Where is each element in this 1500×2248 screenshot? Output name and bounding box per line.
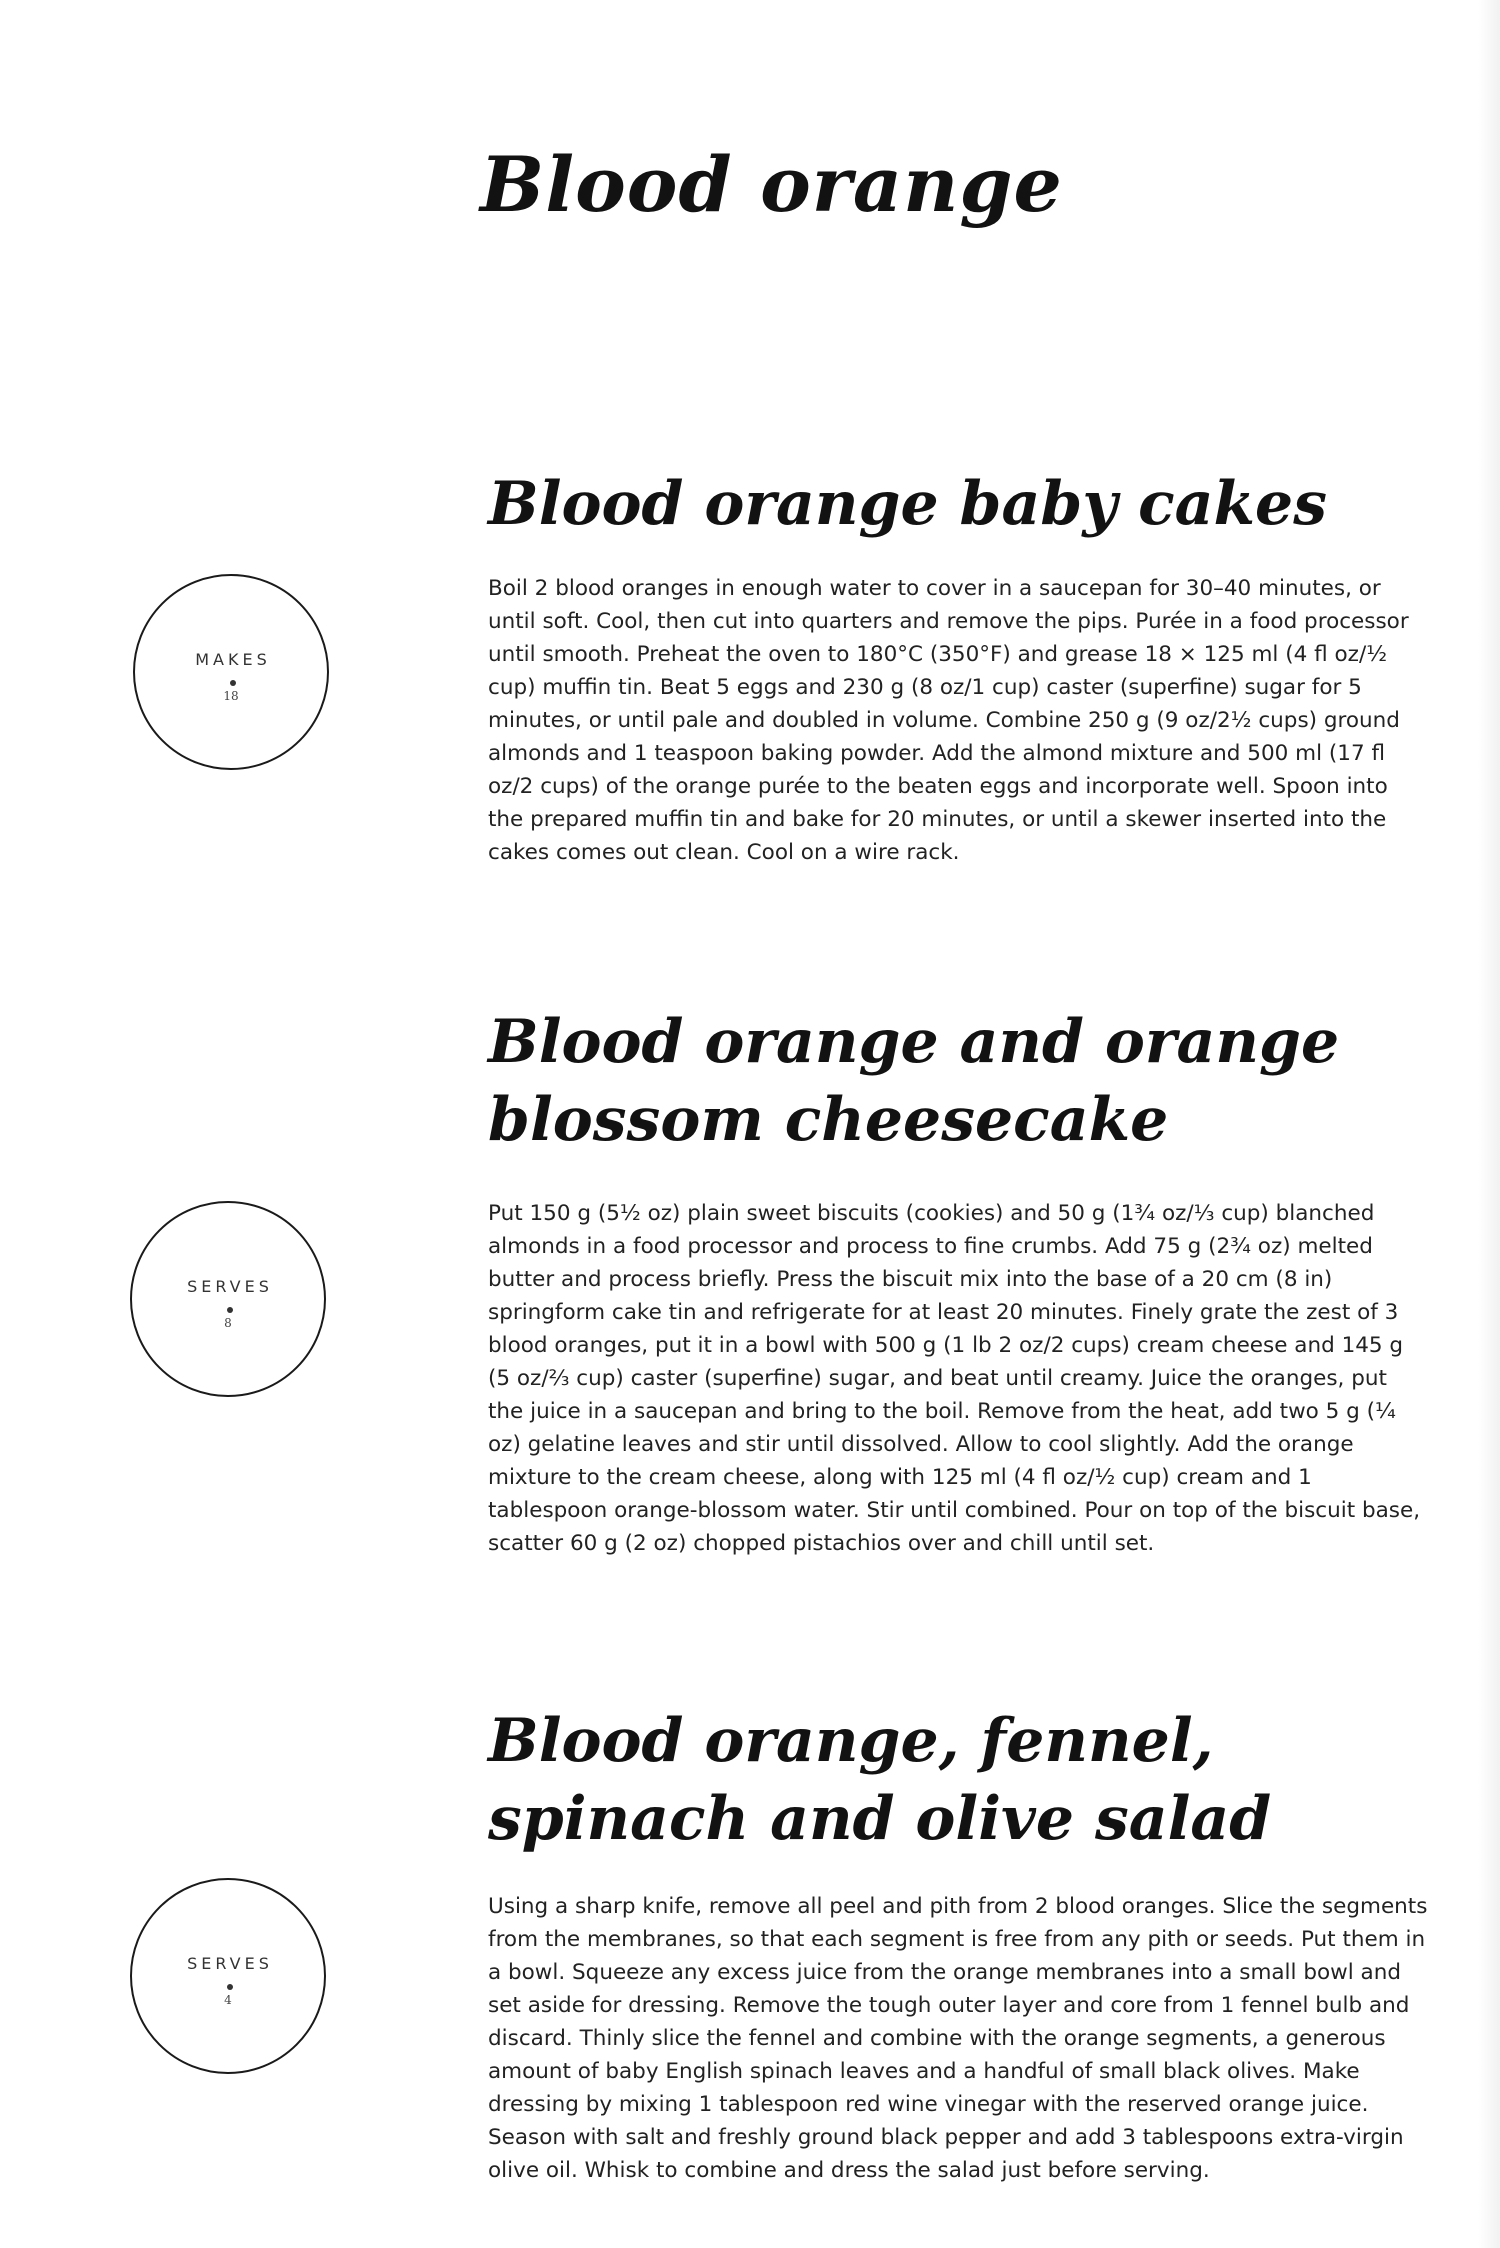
recipe-title-line: Blood orange, fennel, (488, 1706, 1214, 1776)
recipe-title-line: Blood orange and orange (488, 1007, 1340, 1077)
yield-dot (227, 1984, 233, 1990)
recipe-title (488, 1003, 1339, 1159)
yield-dot (227, 1307, 233, 1313)
recipe-method: Using a sharp knife, remove all peel and pith from 2 blood oranges. Slice the segments from the membranes, so that each segment is free from any pith or seeds. Put them in a bowl. Squeeze any excess juice from the orange membranes into a small bowl and set aside for dressing. Remove the tough outer layer and core from 1 fennel bulb and discard. Thinly slice the fennel and combine with the orange segments, a generous amount of baby English spinach leaves and a handful of small black olives. Make dressing by mixing 1 tablespoon red wine vinegar with the reserved orange juice. Season with salt and freshly ground black pepper and add 3 tablespoons extra-virgin olive oil. Whisk to combine and dress the salad just before serving. (488, 1894, 1428, 2183)
yield-badge (130, 1201, 326, 1397)
recipe-title-line: blossom cheesecake (488, 1085, 1169, 1155)
page-edge-shadow (1478, 0, 1500, 2248)
recipe-title (488, 465, 1327, 543)
yield-value: 4 (224, 1993, 232, 2007)
yield-label: SERVES (187, 1954, 273, 1973)
yield-dot (230, 680, 236, 686)
yield-badge (130, 1878, 326, 2074)
yield-value: 18 (223, 689, 239, 703)
recipe-title-line: Blood orange baby cakes (488, 469, 1328, 539)
recipe-title-line: spinach and olive salad (488, 1784, 1272, 1854)
recipe-title (488, 1702, 1271, 1858)
page-title: Blood orange (480, 140, 1063, 229)
recipe-method: Put 150 g (5½ oz) plain sweet biscuits (cookies) and 50 g (1¾ oz/⅓ cup) blanched almonds in a food processor and process to fine crumbs. Add 75 g (2¾ oz) melted butter and process briefly. Press the biscuit mix into the base of a 20 cm (8 in) springform cake tin and refrigerate for at least 20 minutes. Finely grate the zest of 3 blood oranges, put it in a bowl with 500 g (1 lb 2 oz/2 cups) cream cheese and 145 g (5 oz/⅔ cup) caster (superfine) sugar, and beat until creamy. Juice the oranges, put the juice in a saucepan and bring to the boil. Remove from the heat, add two 5 g (¼ oz) gelatine leaves and stir until dissolved. Allow to cool slightly. Add the orange mixture to the cream cheese, along with 125 ml (4 fl oz/½ cup) cream and 1 tablespoon orange-blossom water. Stir until combined. Pour on top of the biscuit base, scatter 60 g (2 oz) chopped pistachios over and chill until set. (488, 1201, 1421, 1556)
yield-value: 8 (224, 1316, 232, 1330)
yield-badge (133, 574, 329, 770)
recipe-method: Boil 2 blood oranges in enough water to cover in a saucepan for 30–40 minutes, or until soft. Cool, then cut into quarters and remove the pips. Purée in a food processor until smooth. Preheat the oven to 180°C (350°F) and grease 18 × 125 ml (4 fl oz/½ cup) muffin tin. Beat 5 eggs and 230 g (8 oz/1 cup) caster (superfine) sugar for 5 minutes, or until pale and doubled in volume. Combine 250 g (9 oz/2½ cups) ground almonds and 1 teaspoon baking powder. Add the almond mixture and 500 ml (17 fl oz/2 cups) of the orange purée to the beaten eggs and incorporate well. Spoon into the prepared muffin tin and bake for 20 minutes, or until a skewer inserted into the cakes comes out clean. Cool on a wire rack. (488, 576, 1409, 865)
yield-label: SERVES (187, 1277, 273, 1296)
yield-label: MAKES (195, 650, 271, 669)
